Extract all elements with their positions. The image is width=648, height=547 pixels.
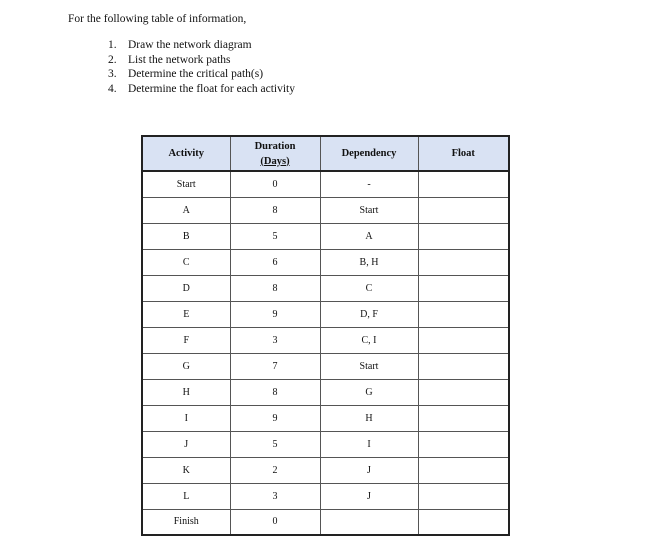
table-row [142, 379, 509, 405]
activity-cell: G [142, 353, 230, 379]
task-list [108, 38, 295, 97]
activity-table [141, 135, 510, 536]
activity-cell: C [142, 249, 230, 275]
header-activity: Activity [142, 136, 230, 171]
table-row [142, 483, 509, 509]
float-cell[interactable] [418, 431, 509, 457]
dependency-cell: J [320, 457, 418, 483]
table-body [142, 171, 509, 535]
table-row [142, 327, 509, 353]
duration-cell: 0 [230, 171, 320, 197]
table-row [142, 509, 509, 535]
duration-cell: 5 [230, 223, 320, 249]
dependency-cell [320, 509, 418, 535]
dependency-cell: G [320, 379, 418, 405]
table-row [142, 223, 509, 249]
activity-cell: L [142, 483, 230, 509]
activity-cell: K [142, 457, 230, 483]
float-cell[interactable] [418, 171, 509, 197]
float-cell[interactable] [418, 457, 509, 483]
float-cell[interactable] [418, 379, 509, 405]
table-row [142, 171, 509, 197]
table-row [142, 301, 509, 327]
float-cell[interactable] [418, 275, 509, 301]
dependency-cell: H [320, 405, 418, 431]
activity-cell: A [142, 197, 230, 223]
table-header-row [142, 136, 509, 171]
float-cell[interactable] [418, 223, 509, 249]
dependency-cell: C, I [320, 327, 418, 353]
dependency-cell: B, H [320, 249, 418, 275]
task-item [108, 67, 295, 82]
task-number: 2. [108, 53, 117, 66]
duration-cell: 8 [230, 379, 320, 405]
dependency-cell: J [320, 483, 418, 509]
duration-cell: 6 [230, 249, 320, 275]
duration-cell: 3 [230, 483, 320, 509]
activity-cell: B [142, 223, 230, 249]
task-text: Determine the float for each activity [128, 83, 295, 96]
task-text: Draw the network diagram [128, 39, 252, 51]
activity-cell: I [142, 405, 230, 431]
duration-cell: 0 [230, 509, 320, 535]
float-cell[interactable] [418, 353, 509, 379]
dependency-cell: I [320, 431, 418, 457]
header-duration-label: Duration [254, 140, 296, 152]
activity-cell: J [142, 431, 230, 457]
activity-cell: Start [142, 171, 230, 197]
duration-cell: 2 [230, 457, 320, 483]
float-cell[interactable] [418, 249, 509, 275]
table-row [142, 431, 509, 457]
activity-cell: E [142, 301, 230, 327]
task-item [108, 38, 295, 53]
header-duration-unit: (Days) [260, 155, 290, 167]
float-cell[interactable] [418, 405, 509, 431]
task-text: List the network paths [128, 53, 231, 66]
dependency-cell: - [320, 171, 418, 197]
header-dependency: Dependency [320, 136, 418, 171]
intro-text: For the following table of information, [68, 13, 247, 25]
duration-cell: 7 [230, 353, 320, 379]
dependency-cell: D, F [320, 301, 418, 327]
float-cell[interactable] [418, 197, 509, 223]
float-cell[interactable] [418, 509, 509, 535]
dependency-cell: C [320, 275, 418, 301]
task-number: 4. [108, 83, 117, 96]
dependency-cell: Start [320, 197, 418, 223]
duration-cell: 8 [230, 197, 320, 223]
header-duration [230, 136, 320, 171]
float-cell[interactable] [418, 327, 509, 353]
table-row [142, 457, 509, 483]
table-row [142, 197, 509, 223]
duration-cell: 3 [230, 327, 320, 353]
task-item [108, 82, 295, 97]
activity-cell: H [142, 379, 230, 405]
activity-cell: D [142, 275, 230, 301]
header-float: Float [418, 136, 509, 171]
activity-cell: F [142, 327, 230, 353]
task-number: 1. [108, 39, 117, 51]
duration-cell: 9 [230, 405, 320, 431]
table-row [142, 275, 509, 301]
table-row [142, 353, 509, 379]
task-text: Determine the critical path(s) [128, 68, 264, 81]
dependency-cell: A [320, 223, 418, 249]
duration-cell: 5 [230, 431, 320, 457]
duration-cell: 9 [230, 301, 320, 327]
float-cell[interactable] [418, 483, 509, 509]
table-row [142, 249, 509, 275]
duration-cell: 8 [230, 275, 320, 301]
dependency-cell: Start [320, 353, 418, 379]
activity-cell: Finish [142, 509, 230, 535]
float-cell[interactable] [418, 301, 509, 327]
table-row [142, 405, 509, 431]
task-item [108, 53, 295, 68]
task-number: 3. [108, 68, 117, 81]
